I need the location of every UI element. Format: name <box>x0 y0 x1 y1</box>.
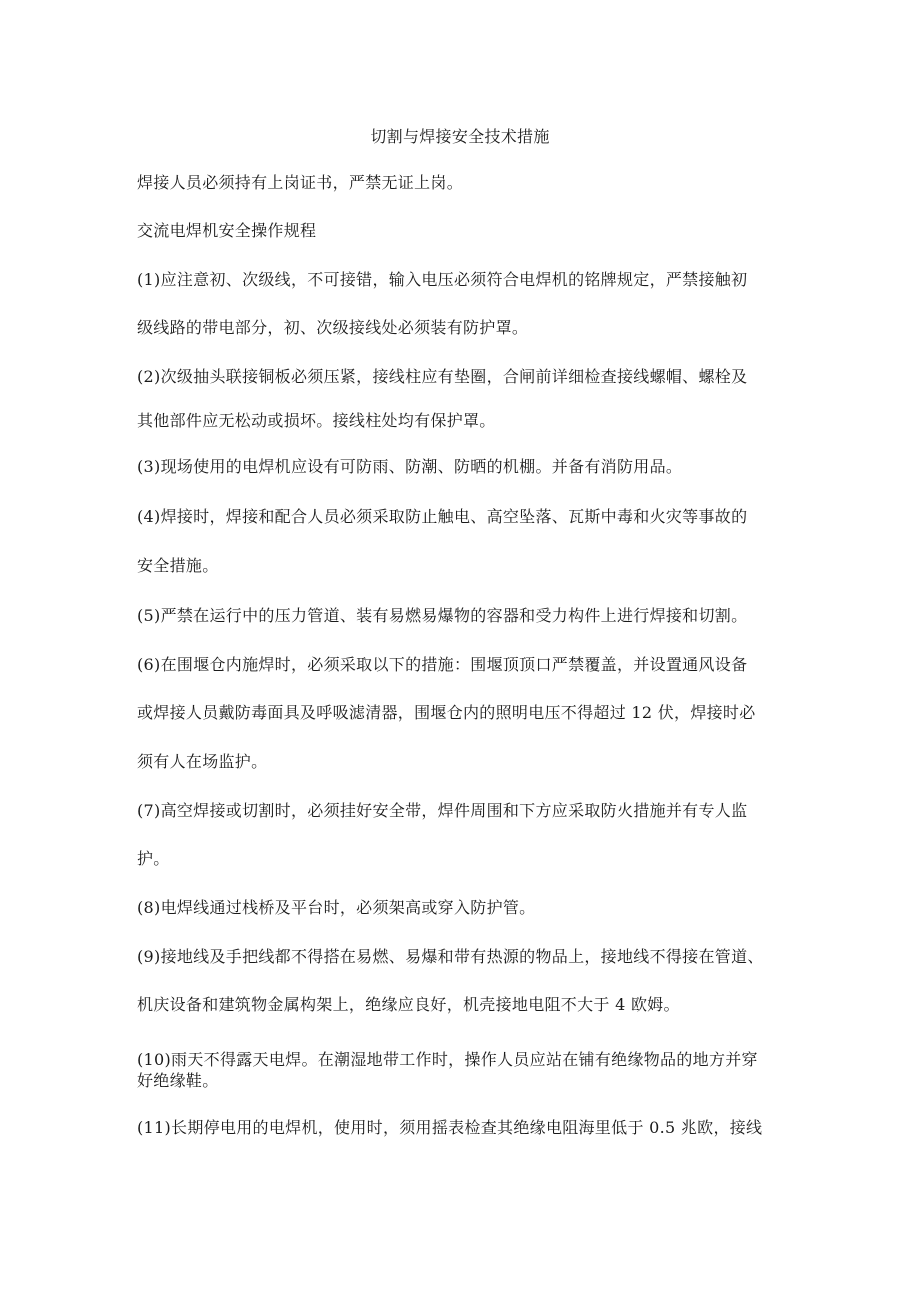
rule-line: (7)高空焊接或切割时，必须挂好安全带，焊件周围和下方应采取防火措施并有专人监 <box>137 801 748 820</box>
intro-paragraph: 焊接人员必须持有上岗证书，严禁无证上岗。 <box>137 173 464 192</box>
rule-line: (3)现场使用的电焊机应设有可防雨、防潮、防晒的机棚。并备有消防用品。 <box>137 457 683 476</box>
rule-line: (1)应注意初、次级线，不可接错，输入电压必须符合电焊机的铭牌规定，严禁接触初 <box>137 270 748 289</box>
rule-line: (6)在围堰仓内施焊时，必须采取以下的措施：围堰顶顶口严禁覆盖，并设置通风设备 <box>137 655 748 674</box>
rule-line: 安全措施。 <box>137 556 219 575</box>
rule-line: 好绝缘鞋。 <box>137 1071 219 1090</box>
rule-line: (9)接地线及手把线都不得搭在易燃、易爆和带有热源的物品上，接地线不得接在管道、 <box>137 947 764 966</box>
rule-line: (8)电焊线通过栈桥及平台时，必须架高或穿入防护管。 <box>137 898 536 917</box>
rule-line: 须有人在场监护。 <box>137 752 268 771</box>
rule-line: (2)次级抽头联接铜板必须压紧，接线柱应有垫圈，合闸前详细检查接线螺帽、螺栓及 <box>137 367 748 386</box>
document-title: 切割与焊接安全技术措施 <box>370 127 550 146</box>
rule-line: 级线路的带电部分，初、次级接线处必须装有防护罩。 <box>137 318 529 337</box>
rule-line: 其他部件应无松动或损坏。接线柱处均有保护罩。 <box>137 411 496 430</box>
rule-line: (10)雨天不得露天电焊。在潮湿地带工作时，操作人员应站在铺有绝缘物品的地方并穿 <box>137 1050 758 1069</box>
rule-line: (4)焊接时，焊接和配合人员必须采取防止触电、高空坠落、瓦斯中毒和火灾等事故的 <box>137 507 748 526</box>
section-heading: 交流电焊机安全操作规程 <box>137 221 317 240</box>
rule-line: 护。 <box>137 849 170 868</box>
rule-line: 或焊接人员戴防毒面具及呼吸滤清器，围堰仓内的照明电压不得超过 12 伏，焊接时必 <box>137 703 756 722</box>
rule-line: (5)严禁在运行中的压力管道、装有易燃易爆物的容器和受力构件上进行焊接和切割。 <box>137 606 748 625</box>
rule-line: (11)长期停电用的电焊机，使用时，须用摇表检查其绝缘电阻海里低于 0.5 兆欧，接线 <box>137 1118 763 1137</box>
rule-line: 机庆设备和建筑物金属构架上，绝缘应良好，机壳接地电阻不大于 4 欧姆。 <box>137 995 680 1014</box>
